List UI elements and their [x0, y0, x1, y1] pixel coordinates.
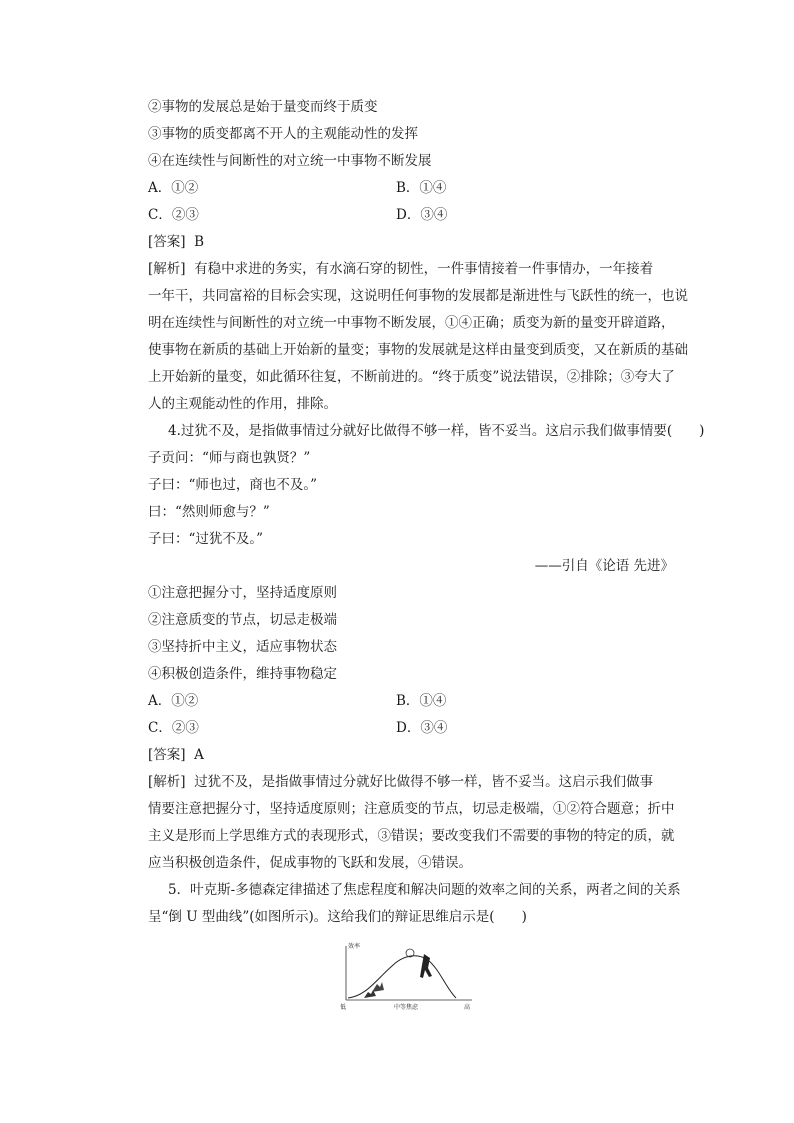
- q4-choice-a: A．①②: [148, 693, 199, 709]
- q4-option-1: ①注意把握分寸，坚持适度原则: [148, 585, 337, 601]
- q3-choice-b: B．①④: [396, 180, 447, 196]
- q3-analysis-line-4: 使事物在新质的基础上开始新的量变；事物的发展就是这样由量变到质变，又在新质的基础: [148, 342, 688, 358]
- q4-dialog-3: 曰：“然则师愈与？”: [148, 504, 270, 520]
- q3-answer-label: [答案]: [148, 234, 186, 250]
- q3-option-2: ②事物的发展总是始于量变而终于质变: [148, 99, 378, 115]
- q3-analysis-line-2: 一年干，共同富裕的目标会实现，这说明任何事物的发展都是渐进性与飞跃性的统一，也说: [148, 288, 688, 304]
- q3-analysis-line-6: 人的主观能动性的作用，排除。: [148, 396, 337, 412]
- q3-answer: [148, 232, 204, 252]
- q4-analysis-line-2: 情要注意把握分寸，坚持适度原则；注意质变的节点，切忌走极端，①②符合题意；折中: [148, 801, 675, 817]
- climber-figure-top: [420, 954, 432, 978]
- q3-option-4: ④在连续性与间断性的对立统一中事物不断发展: [148, 153, 432, 169]
- q3-choice-a: A．①②: [148, 180, 199, 196]
- x-label-mid: 中等焦虑: [394, 1004, 419, 1011]
- q4-choice-d: D．③④: [396, 720, 448, 736]
- q4-option-2: ②注意质变的节点，切忌走极端: [148, 612, 337, 628]
- q3-choice-c: C．②③: [148, 207, 199, 223]
- q4-answer-value: A: [194, 747, 204, 763]
- q4-analysis-text: 过犹不及，是指做事情过分就好比做得不够一样，皆不妥当。这启示我们做事: [194, 774, 654, 790]
- q4-analysis-label: [解析]: [148, 774, 186, 790]
- x-label-high: 高: [464, 1004, 471, 1011]
- q4-choice-c: C．②③: [148, 720, 199, 736]
- inverted-u-figure: [336, 940, 476, 1012]
- q5-stem-line-2: 呈“倒 U 型曲线”(如图所示)。这给我们的辩证思维启示是( ): [148, 909, 527, 925]
- q4-answer-label: [答案]: [148, 747, 186, 763]
- q4-analysis-line-3: 主义是形而上学思维方式的表现形式，③错误；要改变我们不需要的事物的特定的质，就: [148, 828, 675, 844]
- q5-stem-line-1: 5．叶克斯-多德森定律描述了焦虑程度和解决问题的效率之间的关系，两者之间的关系: [168, 882, 681, 898]
- q4-analysis-line-1: [148, 772, 653, 792]
- q4-option-4: ④积极创造条件，维持事物稳定: [148, 666, 337, 682]
- inverted-u-curve: [348, 956, 456, 998]
- q3-analysis-text: 有稳中求进的务实，有水滴石穿的韧性，一件事情接着一件事情办，一年接着: [194, 261, 654, 277]
- q4-dialog-2: 子曰：“师也过，商也不及。”: [148, 477, 318, 493]
- q3-choice-d: D．③④: [396, 207, 448, 223]
- q3-answer-value: B: [194, 234, 205, 250]
- q3-analysis-label: [解析]: [148, 261, 186, 277]
- q4-stem: 4.过犹不及，是指做事情过分就好比做得不够一样，皆不妥当。这启示我们做事情要( ): [168, 423, 705, 439]
- x-label-low: 低: [340, 1004, 347, 1011]
- y-axis-label: 效率: [348, 943, 361, 950]
- q4-answer: [148, 745, 204, 765]
- q4-analysis-line-4: 应当积极创造条件，促成事物的飞跃和发展，④错误。: [148, 855, 472, 871]
- q3-analysis-line-1: [148, 259, 653, 279]
- q3-analysis-line-5: 上开始新的量变，如此循环往复，不断前进的。“终于质变”说法错误，②排除；③夸大了: [148, 369, 675, 385]
- q4-dialog-1: 子贡问：“师与商也孰贤？”: [148, 450, 311, 466]
- q4-choice-b: B．①④: [396, 693, 447, 709]
- q3-option-3: ③事物的质变都离不开人的主观能动性的发挥: [148, 126, 418, 142]
- q4-source: ——引自《论语 先进》: [534, 558, 674, 574]
- q4-option-3: ③坚持折中主义，适应事物状态: [148, 639, 337, 655]
- q4-dialog-4: 子曰：“过犹不及。”: [148, 531, 264, 547]
- q3-analysis-line-3: 明在连续性与间断性的对立统一中事物不断发展，①④正确；质变为新的量变开辟道路，: [148, 315, 675, 331]
